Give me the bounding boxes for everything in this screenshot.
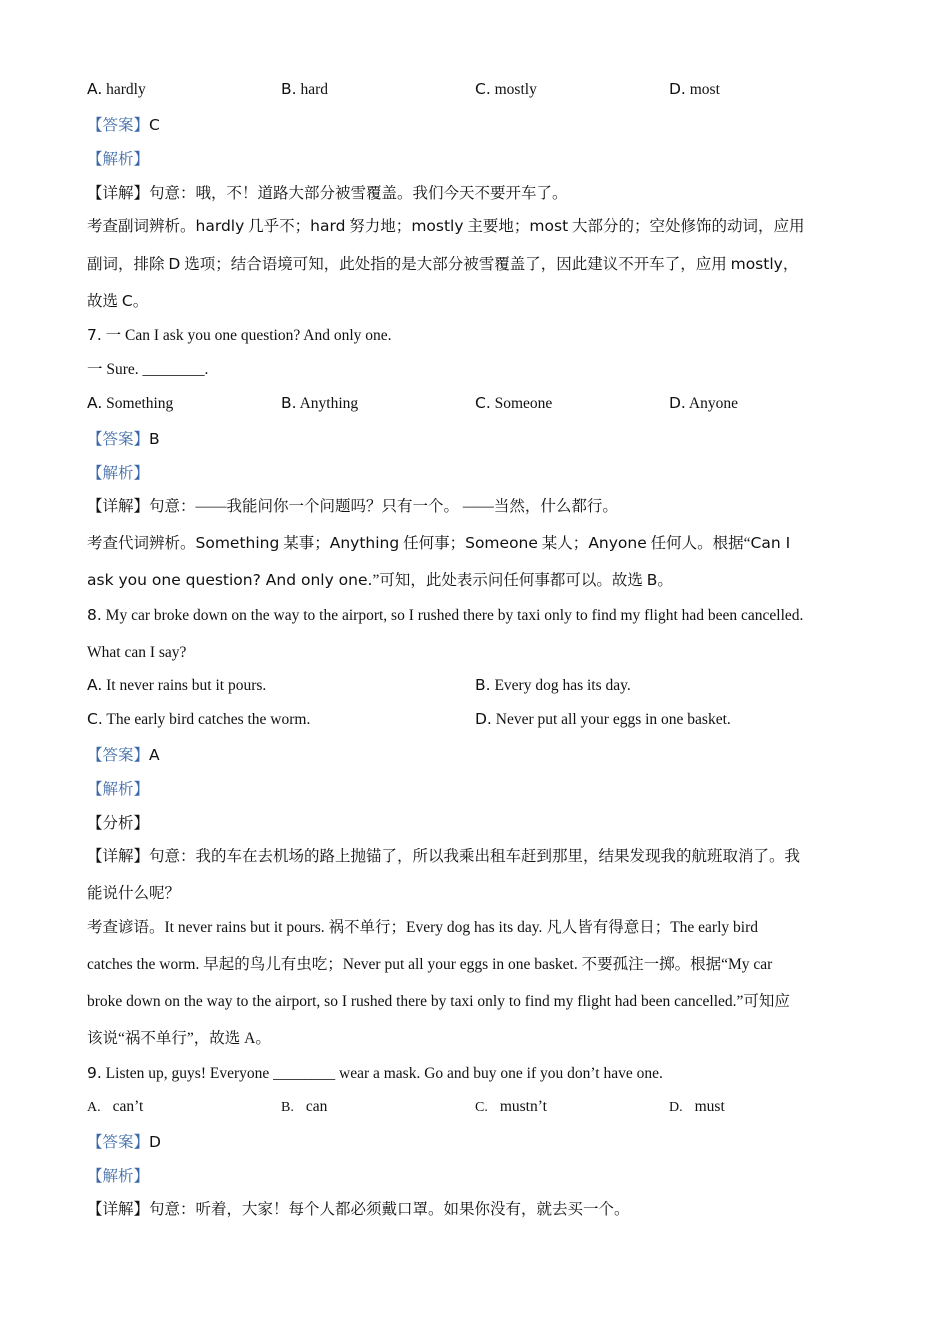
text: 努力地； — [345, 218, 412, 235]
option-text: mustn’t — [499, 1098, 547, 1115]
option-text: Something — [102, 395, 174, 412]
option-text: The early bird catches the worm. — [102, 711, 311, 728]
text: 选项；结合语境可知，此处指的是大部分被雪覆盖了，因此建议不开车了，应用 — [180, 256, 731, 273]
option-text: most — [685, 81, 720, 98]
q6-answer — [87, 115, 870, 136]
q9-option-b — [281, 1098, 327, 1116]
q9-option-c — [475, 1098, 547, 1116]
q9-answer — [87, 1132, 870, 1153]
detail-tag: 【详解】 — [87, 498, 150, 515]
answer-letter: C — [149, 116, 160, 134]
q6-option-a — [87, 80, 146, 99]
q8-analysis-tag: 【解析】 — [87, 781, 150, 798]
answer-tag: 【答案】 — [87, 1134, 150, 1151]
text: 任何事； — [399, 535, 466, 552]
answer-letter: A — [149, 746, 160, 764]
text: 任何人。根据“ — [646, 535, 751, 552]
q8-detail-line-1 — [87, 847, 870, 867]
stem-text: 一 Can I ask you one question? And only one. — [101, 327, 392, 344]
q8-explanation-line-4: 该说“祸不单行”，故选 A。 — [87, 1030, 271, 1047]
q7-detail — [87, 497, 870, 517]
word: Can I — [750, 534, 791, 552]
text: 故选 — [87, 293, 122, 310]
answer-tag: 【答案】 — [87, 431, 150, 448]
q7-option-d — [669, 394, 738, 413]
option-letter: D. — [669, 394, 686, 412]
q6-analysis-tag: 【解析】 — [87, 151, 150, 168]
option-letter: D. — [475, 710, 492, 728]
q7-stem-line-1 — [87, 325, 870, 346]
option-text: Anything — [296, 395, 359, 412]
q6-option-d — [669, 80, 720, 99]
option-text: Someone — [490, 395, 553, 412]
q6-detail — [87, 184, 870, 204]
q9-stem — [87, 1063, 870, 1084]
option-letter: A. — [87, 394, 103, 412]
option-letter: A. — [87, 1100, 101, 1115]
q7-analysis-tag: 【解析】 — [87, 465, 150, 482]
option-letter: C. — [87, 710, 103, 728]
question-number: 8. — [87, 606, 102, 624]
q7-stem-line-2: 一 Sure. ________. — [87, 361, 209, 378]
option-letter: B. — [281, 394, 297, 412]
q9-option-d — [669, 1098, 725, 1116]
q9-option-a — [87, 1098, 143, 1116]
text: 副词，排除 — [87, 256, 169, 273]
option-text: can’t — [112, 1098, 144, 1115]
option-text: It never rains but it pours. — [102, 677, 267, 694]
detail-text: 句意：听着，大家！每个人都必须戴口罩。如果你没有，就去买一个。 — [149, 1201, 630, 1218]
word: Anyone — [588, 534, 647, 552]
q8-stem-line-2: What can I say? — [87, 644, 187, 661]
question-number: 7. — [87, 326, 102, 344]
detail-text: 句意：哦，不！道路大部分被雪覆盖。我们今天不要开车了。 — [149, 185, 568, 202]
option-letter: A. — [87, 80, 103, 98]
q6-explanation-line-3 — [87, 291, 870, 312]
text: 主要地； — [463, 218, 530, 235]
word: Something — [195, 534, 280, 552]
option-text: mostly — [490, 81, 537, 98]
word: most — [529, 217, 569, 235]
text: ”可知，此处表示问任何事都可以。故选 — [372, 572, 647, 589]
option-text: Anyone — [685, 395, 738, 412]
word: mostly — [411, 217, 464, 235]
option-letter: C. — [475, 1100, 488, 1115]
q8-explanation-line-3: broke down on the way to the airport, so I rushed there by taxi only to find my flight had been cancelled.”可知应 — [87, 993, 790, 1010]
q8-option-a — [87, 676, 266, 695]
q8-option-d — [475, 710, 731, 729]
quote: ask you one question? And only one. — [87, 571, 373, 589]
option-letter: C. — [475, 394, 491, 412]
option-letter: B. — [281, 80, 297, 98]
q8-explanation-line-2: catches the worm. 早起的鸟儿有虫吃；Never put all your eggs in one basket. 不要孤注一掷。根据“My car — [87, 956, 773, 973]
detail-tag: 【详解】 — [87, 1201, 150, 1218]
q7-option-a — [87, 394, 173, 413]
question-number: 9. — [87, 1064, 102, 1082]
option-text: hardly — [102, 81, 146, 98]
q8-answer — [87, 745, 870, 766]
stem-text: My car broke down on the way to the airport, so I rushed there by taxi only to find my flight had been cancelled. — [101, 607, 804, 624]
q7-explanation-line-2 — [87, 570, 870, 591]
text: 大部分的；空处修饰的动词，应用 — [568, 218, 805, 235]
option-text: must — [694, 1098, 725, 1115]
word: B — [646, 571, 658, 589]
answer-letter: B — [149, 430, 160, 448]
word: D — [168, 255, 181, 273]
text: 几乎不； — [244, 218, 311, 235]
answer-tag: 【答案】 — [87, 747, 150, 764]
word: C — [121, 292, 133, 310]
stem-text: Listen up, guys! Everyone ________ wear a mask. Go and buy one if you don’t have one. — [101, 1065, 663, 1082]
option-text: can — [305, 1098, 328, 1115]
option-text: hard — [296, 81, 328, 98]
q7-option-c — [475, 394, 552, 413]
answer-tag: 【答案】 — [87, 117, 150, 134]
q6-explanation-line-1 — [87, 216, 870, 237]
option-letter: D. — [669, 1100, 683, 1115]
q8-option-c — [87, 710, 310, 729]
q8-detail-line-2: 能说什么呢？ — [87, 885, 181, 902]
option-letter: A. — [87, 676, 103, 694]
option-letter: C. — [475, 80, 491, 98]
option-letter: B. — [281, 1100, 294, 1115]
text: 。 — [132, 293, 149, 310]
text: 。 — [657, 572, 673, 589]
option-text: Every dog has its day. — [490, 677, 631, 694]
q7-explanation-line-1 — [87, 533, 870, 554]
option-letter: D. — [669, 80, 686, 98]
q8-option-b — [475, 676, 631, 695]
q8-stem-line-1 — [87, 605, 870, 626]
text: 考查代词辨析。 — [87, 535, 196, 552]
q8-fenxi-tag: 【分析】 — [87, 815, 150, 832]
q6-option-c — [475, 80, 537, 99]
q9-analysis-tag: 【解析】 — [87, 1168, 150, 1185]
option-letter: B. — [475, 676, 491, 694]
word: hard — [310, 217, 346, 235]
q8-explanation-line-1: 考查谚语。It never rains but it pours. 祸不单行；Every dog has its day. 凡人皆有得意日；The early bird — [87, 919, 758, 936]
q6-explanation-line-2 — [87, 254, 870, 275]
text: 考查副词辨析。 — [87, 218, 196, 235]
q7-option-b — [281, 394, 358, 413]
text: 某人； — [537, 535, 589, 552]
detail-tag: 【详解】 — [87, 848, 150, 865]
word: hardly — [195, 217, 245, 235]
q7-answer — [87, 429, 870, 450]
detail-text: 句意：——我能问你一个问题吗？只有一个。 ——当然，什么都行。 — [149, 498, 618, 515]
text: ， — [782, 256, 799, 273]
option-text: Never put all your eggs in one basket. — [491, 711, 731, 728]
q6-option-b — [281, 80, 328, 99]
word: Someone — [465, 534, 538, 552]
word: Anything — [329, 534, 400, 552]
q9-detail — [87, 1200, 870, 1220]
word: mostly — [730, 255, 783, 273]
detail-text: 句意：我的车在去机场的路上抛锚了，所以我乘出租车赶到那里，结果发现我的航班取消了。我 — [149, 848, 801, 865]
text: 某事； — [279, 535, 330, 552]
detail-tag: 【详解】 — [87, 185, 150, 202]
answer-letter: D — [149, 1133, 161, 1151]
